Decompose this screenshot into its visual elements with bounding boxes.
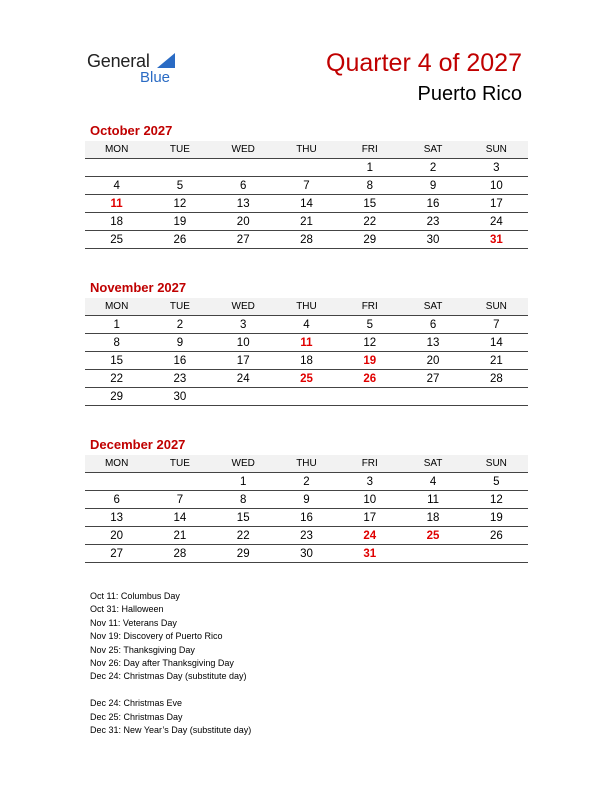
day-cell: 9	[401, 177, 464, 195]
day-cell: 11	[85, 195, 148, 213]
day-cell: 1	[85, 316, 148, 334]
weekday-header: SUN	[465, 455, 528, 473]
day-cell: 23	[401, 213, 464, 231]
day-cell: 21	[275, 213, 338, 231]
holiday-note: Oct 11: Columbus Day	[90, 591, 180, 601]
day-cell: 28	[275, 231, 338, 249]
day-cell: 14	[275, 195, 338, 213]
holiday-note: Nov 11: Veterans Day	[90, 617, 177, 628]
day-cell: 7	[275, 177, 338, 195]
week-row	[85, 231, 528, 249]
day-cell: 5	[465, 473, 528, 491]
month-november	[85, 279, 528, 406]
weekday-header: TUE	[148, 455, 211, 473]
day-cell: 11	[275, 334, 338, 352]
page-subtitle: Puerto Rico	[417, 83, 522, 105]
day-cell: 29	[212, 545, 275, 563]
week-row	[85, 509, 528, 527]
day-cell: 2	[148, 316, 211, 334]
day-cell: 20	[85, 527, 148, 545]
day-cell: 10	[465, 177, 528, 195]
day-cell: 7	[148, 491, 211, 509]
week-row	[85, 388, 528, 406]
day-cell: 25	[401, 527, 464, 545]
month-december	[85, 436, 528, 563]
weekday-header: THU	[275, 141, 338, 159]
day-cell: 22	[338, 213, 401, 231]
weekday-header: SUN	[465, 298, 528, 316]
day-cell: 22	[85, 370, 148, 388]
day-cell: 1	[338, 159, 401, 177]
weekday-header: FRI	[338, 455, 401, 473]
day-cell: 26	[465, 527, 528, 545]
day-cell: 10	[338, 491, 401, 509]
holiday-notes	[90, 590, 251, 737]
holiday-note: Dec 31: New Year’s Day (substitute day)	[90, 724, 252, 735]
day-cell: 7	[465, 316, 528, 334]
holiday-note: Nov 26: Day after Thanksgiving Day	[90, 657, 234, 668]
week-row	[85, 352, 528, 370]
day-cell: 4	[275, 316, 338, 334]
day-cell	[148, 473, 211, 491]
day-cell: 3	[465, 159, 528, 177]
day-cell: 15	[338, 195, 401, 213]
day-cell: 17	[465, 195, 528, 213]
day-cell: 16	[148, 352, 211, 370]
logo-general-text: General	[87, 51, 150, 71]
day-cell	[465, 545, 528, 563]
day-cell: 9	[148, 334, 211, 352]
day-cell: 23	[275, 527, 338, 545]
day-cell: 19	[148, 213, 211, 231]
weekday-header-row	[85, 455, 528, 473]
weekday-header: FRI	[338, 141, 401, 159]
calendar-table	[85, 298, 528, 406]
month-title: December 2027	[90, 437, 186, 452]
day-cell: 8	[338, 177, 401, 195]
day-cell: 20	[401, 352, 464, 370]
day-cell: 31	[465, 231, 528, 249]
day-cell	[275, 159, 338, 177]
day-cell: 23	[148, 370, 211, 388]
week-row	[85, 545, 528, 563]
note-gap	[90, 684, 251, 697]
day-cell: 20	[212, 213, 275, 231]
day-cell: 21	[465, 352, 528, 370]
day-cell: 5	[338, 316, 401, 334]
day-cell	[85, 473, 148, 491]
day-cell: 3	[212, 316, 275, 334]
day-cell	[465, 388, 528, 406]
day-cell: 30	[401, 231, 464, 249]
day-cell: 21	[148, 527, 211, 545]
month-october	[85, 122, 528, 249]
weekday-header: MON	[85, 141, 148, 159]
weekday-header: WED	[212, 141, 275, 159]
day-cell	[85, 159, 148, 177]
week-row	[85, 159, 528, 177]
day-cell: 25	[85, 231, 148, 249]
weekday-header: SAT	[401, 455, 464, 473]
weekday-header: WED	[212, 455, 275, 473]
day-cell: 13	[401, 334, 464, 352]
holiday-note: Nov 25: Thanksgiving Day	[90, 644, 195, 655]
day-cell: 12	[148, 195, 211, 213]
day-cell: 4	[85, 177, 148, 195]
day-cell: 6	[85, 491, 148, 509]
weekday-header: TUE	[148, 141, 211, 159]
weekday-header: MON	[85, 298, 148, 316]
day-cell: 16	[275, 509, 338, 527]
day-cell: 12	[338, 334, 401, 352]
day-cell: 26	[338, 370, 401, 388]
brand-logo	[87, 50, 197, 90]
day-cell: 11	[401, 491, 464, 509]
weekday-header: SAT	[401, 141, 464, 159]
day-cell	[338, 388, 401, 406]
weekday-header: THU	[275, 298, 338, 316]
day-cell: 3	[338, 473, 401, 491]
holiday-note: Dec 24: Christmas Eve	[90, 698, 183, 709]
week-row	[85, 473, 528, 491]
day-cell: 14	[148, 509, 211, 527]
day-cell: 31	[338, 545, 401, 563]
day-cell: 29	[338, 231, 401, 249]
day-cell: 13	[85, 509, 148, 527]
week-row	[85, 334, 528, 352]
day-cell: 18	[85, 213, 148, 231]
weekday-header: THU	[275, 455, 338, 473]
weekday-header: FRI	[338, 298, 401, 316]
day-cell: 24	[338, 527, 401, 545]
day-cell: 9	[275, 491, 338, 509]
day-cell: 16	[401, 195, 464, 213]
day-cell: 19	[338, 352, 401, 370]
day-cell: 25	[275, 370, 338, 388]
week-row	[85, 195, 528, 213]
day-cell: 15	[212, 509, 275, 527]
weekday-header-row	[85, 298, 528, 316]
weekday-header: TUE	[148, 298, 211, 316]
day-cell: 27	[85, 545, 148, 563]
month-title: October 2027	[90, 123, 173, 138]
day-cell: 4	[401, 473, 464, 491]
weekday-header-row	[85, 141, 528, 159]
day-cell: 8	[85, 334, 148, 352]
day-cell: 28	[465, 370, 528, 388]
day-cell: 15	[85, 352, 148, 370]
day-cell: 30	[275, 545, 338, 563]
week-row	[85, 527, 528, 545]
day-cell: 13	[212, 195, 275, 213]
holiday-note: Dec 25: Christmas Day	[90, 711, 183, 722]
weekday-header: WED	[212, 298, 275, 316]
day-cell: 2	[401, 159, 464, 177]
day-cell	[401, 545, 464, 563]
day-cell: 10	[212, 334, 275, 352]
week-row	[85, 316, 528, 334]
day-cell: 22	[212, 527, 275, 545]
page-title: Quarter 4 of 2027	[326, 49, 522, 77]
week-row	[85, 177, 528, 195]
holiday-note: Nov 19: Discovery of Puerto Rico	[90, 631, 223, 642]
day-cell	[275, 388, 338, 406]
day-cell: 29	[85, 388, 148, 406]
holiday-note: Dec 24: Christmas Day (substitute day)	[90, 671, 247, 682]
day-cell: 28	[148, 545, 211, 563]
week-row	[85, 491, 528, 509]
day-cell: 19	[465, 509, 528, 527]
day-cell: 18	[401, 509, 464, 527]
day-cell	[212, 388, 275, 406]
weekday-header: SUN	[465, 141, 528, 159]
week-row	[85, 213, 528, 231]
day-cell	[148, 159, 211, 177]
calendar-table	[85, 141, 528, 249]
day-cell: 24	[465, 213, 528, 231]
day-cell: 27	[212, 231, 275, 249]
day-cell: 12	[465, 491, 528, 509]
day-cell	[401, 388, 464, 406]
calendar-table	[85, 455, 528, 563]
weekday-header: SAT	[401, 298, 464, 316]
logo-triangle-icon	[157, 53, 175, 68]
month-title: November 2027	[90, 280, 187, 295]
day-cell: 6	[212, 177, 275, 195]
day-cell: 30	[148, 388, 211, 406]
weekday-header: MON	[85, 455, 148, 473]
day-cell: 1	[212, 473, 275, 491]
day-cell: 17	[212, 352, 275, 370]
day-cell: 17	[338, 509, 401, 527]
day-cell: 2	[275, 473, 338, 491]
day-cell: 14	[465, 334, 528, 352]
day-cell: 5	[148, 177, 211, 195]
day-cell: 18	[275, 352, 338, 370]
day-cell: 26	[148, 231, 211, 249]
day-cell: 6	[401, 316, 464, 334]
day-cell: 8	[212, 491, 275, 509]
day-cell: 27	[401, 370, 464, 388]
day-cell: 24	[212, 370, 275, 388]
week-row	[85, 370, 528, 388]
holiday-note: Oct 31: Halloween	[90, 604, 164, 615]
day-cell	[212, 159, 275, 177]
logo-blue-text: Blue	[140, 69, 171, 86]
